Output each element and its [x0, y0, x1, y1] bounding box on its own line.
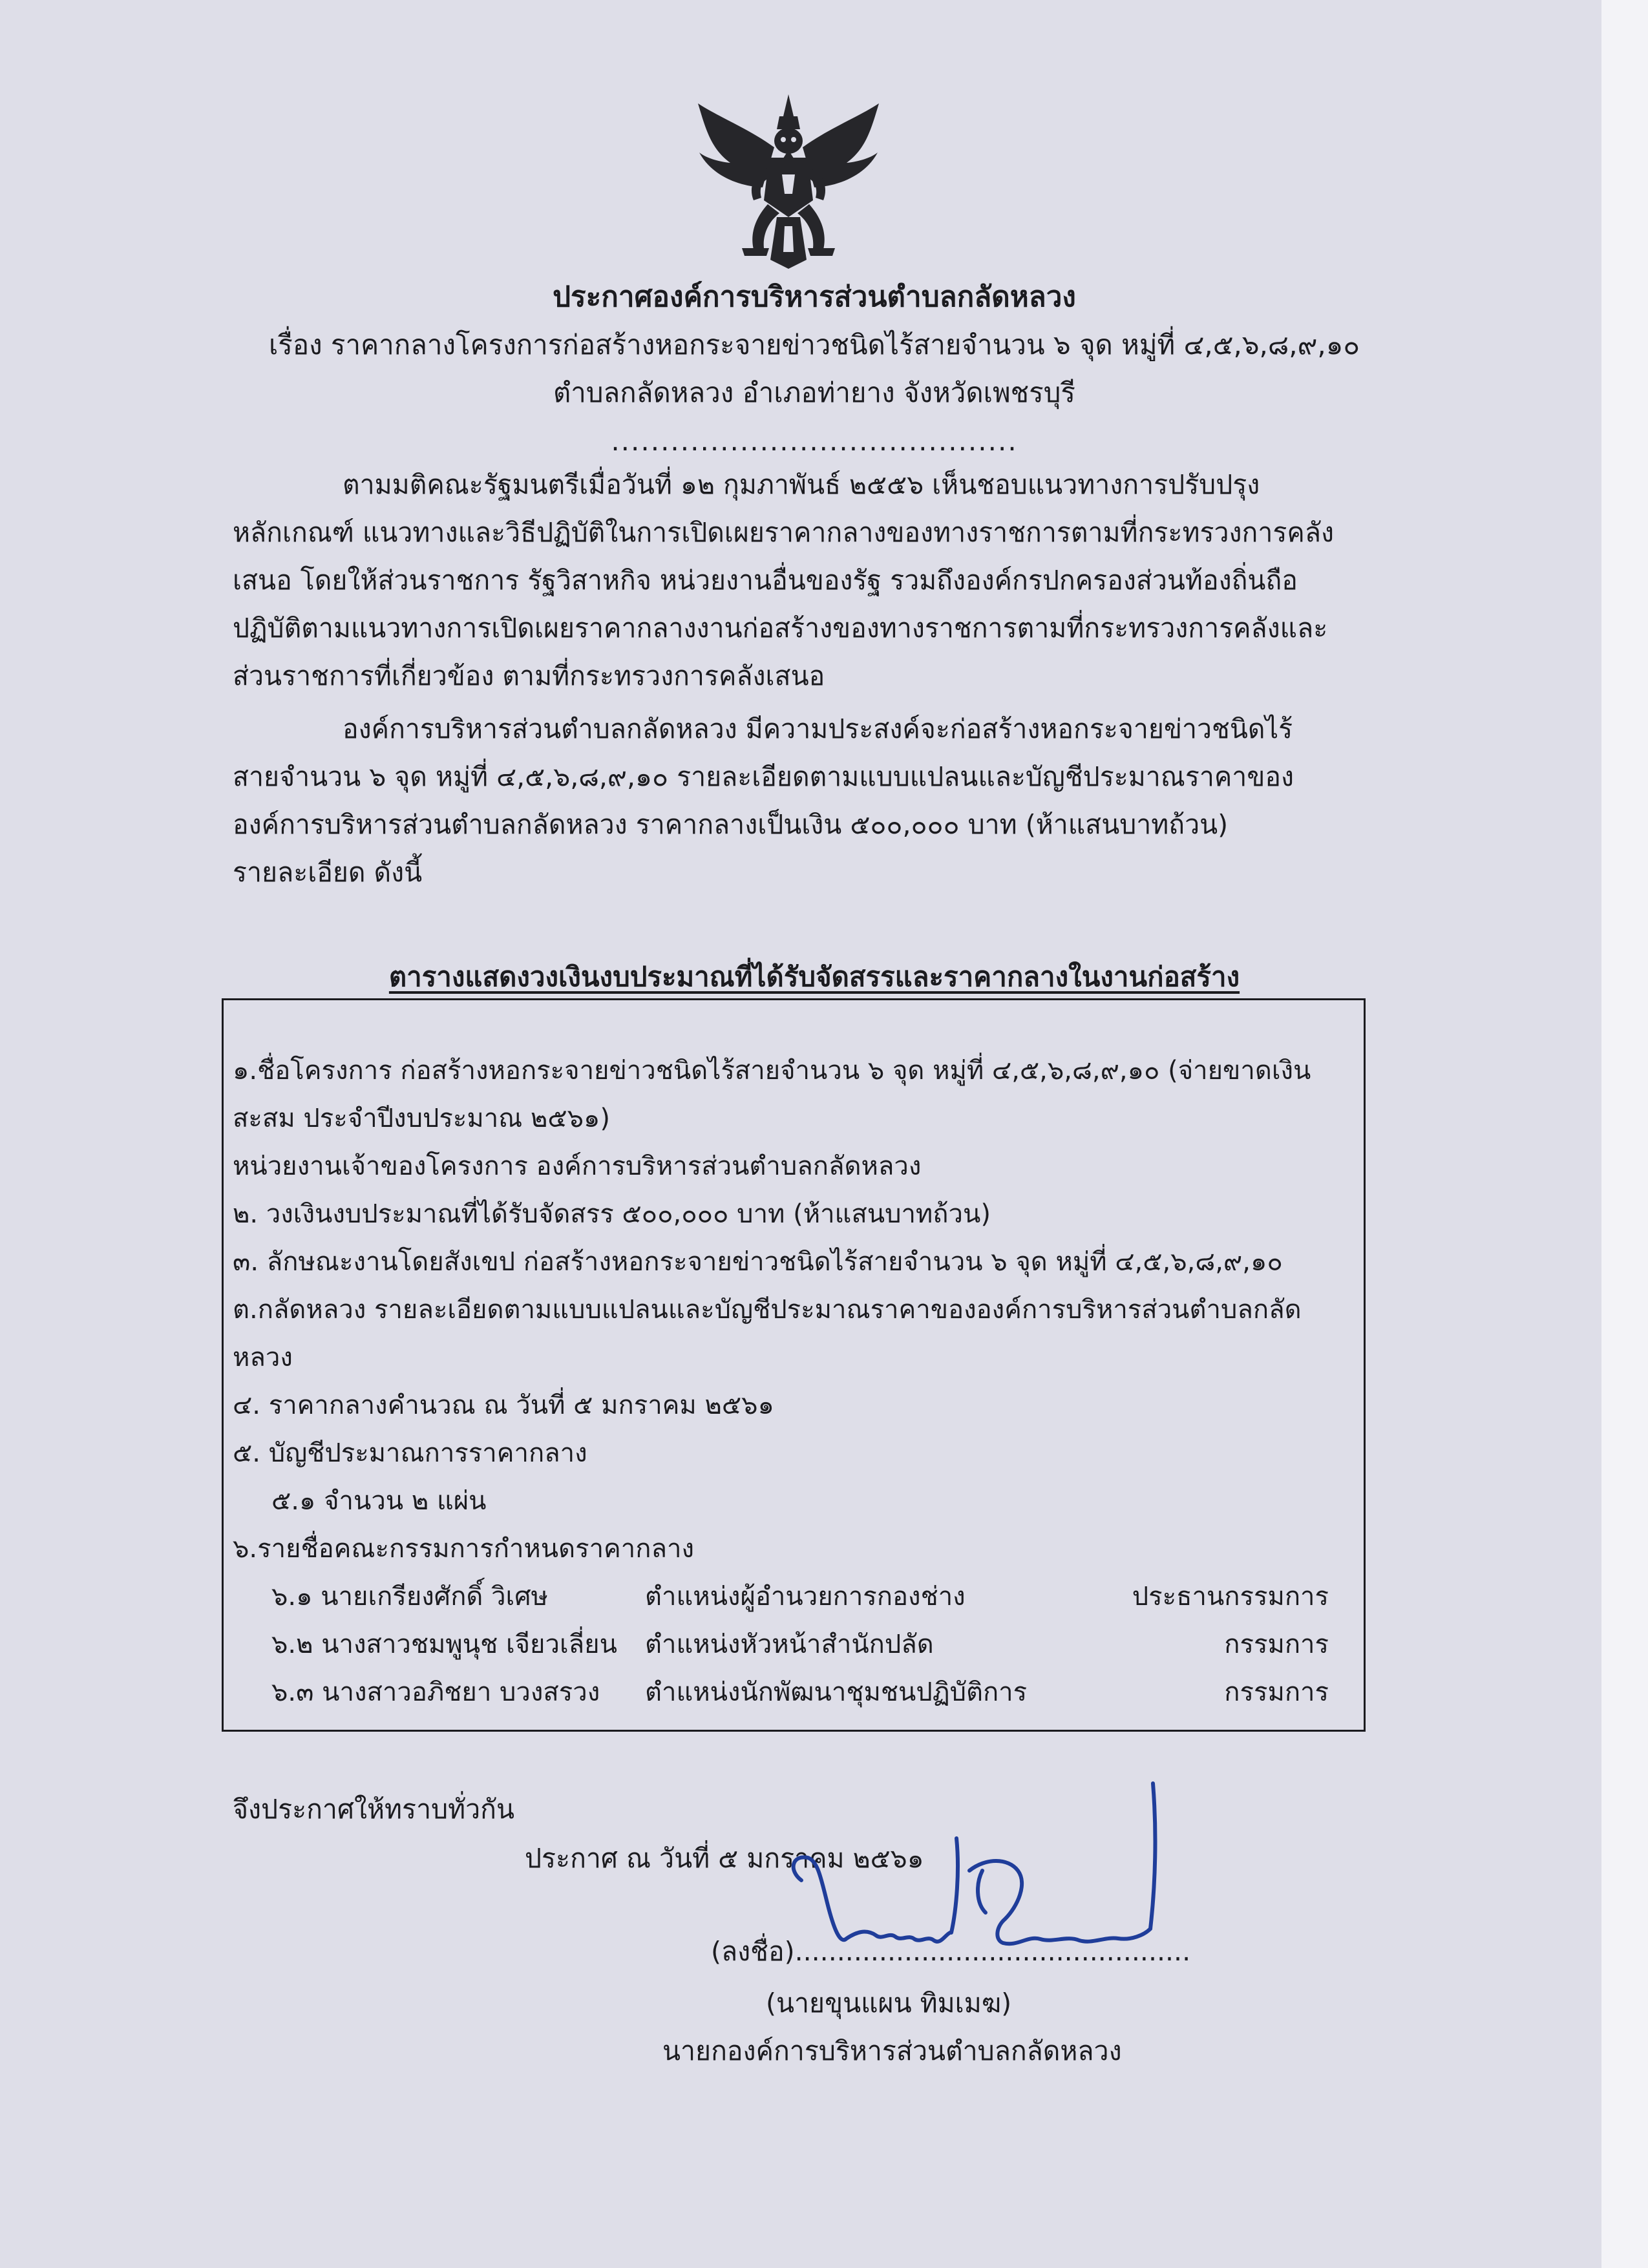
committee-member-role: กรรมการ [1224, 1677, 1329, 1707]
garuda-emblem-icon [692, 90, 885, 271]
work-description: ๓. ลักษณะงานโดยสังเขป ก่อสร้างหอกระจายข่าวชนิดไร้สายจำนวน ๖ จุด หมู่ที่ ๔,๕,๖,๘,๙,๑๐ [233, 1247, 1283, 1277]
project-owner: หน่วยงานเจ้าของโครงการ องค์การบริหารส่วนตำบลกลัดหลวง [233, 1151, 922, 1181]
paragraph1-line: ส่วนราชการที่เกี่ยวข้อง ตามที่กระทรวงการคลังเสนอ [233, 660, 825, 691]
paragraph2-line: องค์การบริหารส่วนตำบลกลัดหลวง ราคากลางเป็นเงิน ๕๐๐,๐๐๐ บาท (ห้าแสนบาทถ้วน) [233, 809, 1229, 840]
signature-label: (ลงชื่อ)............................................... [711, 1936, 1191, 1967]
budget-table-box [222, 998, 1366, 1732]
work-description-cont: ต.กลัดหลวง รายละเอียดตามแบบแปลนและบัญชีประมาณราคาขององค์การบริหารส่วนตำบลกลัด [233, 1295, 1302, 1325]
committee-member-name: ๖.๒ นางสาวชมพูนุช เจียวเลี่ยน [271, 1630, 617, 1659]
announcement-subject-location: ตำบลกลัดหลวง อำเภอท่ายาง จังหวัดเพชรบุรี [553, 377, 1075, 408]
committee-member-name: ๖.๑ นายเกรียงศักดิ์ วิเศษ [271, 1582, 548, 1612]
committee-member-name: ๖.๓ นางสาวอภิชยา บวงสรวง [271, 1677, 600, 1707]
committee-member-role: ประธานกรรมการ [1132, 1582, 1329, 1612]
table-title: ตารางแสดงวงเงินงบประมาณที่ได้รับจัดสรรและราคากลางในงานก่อสร้าง [388, 961, 1240, 992]
committee-member-position: ตำแหน่งนักพัฒนาชุมชนปฏิบัติการ [645, 1677, 1028, 1707]
paragraph2-line: สายจำนวน ๖ จุด หมู่ที่ ๔,๕,๖,๘,๙,๑๐ รายละเอียดตามแบบแปลนและบัญชีประมาณราคาของ [233, 761, 1294, 792]
paragraph1-line: หลักเกณฑ์ แนวทางและวิธีปฏิบัติในการเปิดเผยราคากลางของทางราชการตามที่กระทรวงการคลัง [233, 517, 1334, 548]
project-name: ๑.ชื่อโครงการ ก่อสร้างหอกระจายข่าวชนิดไร้สายจำนวน ๖ จุด หมู่ที่ ๔,๕,๖,๘,๙,๑๐ (จ่ายขาดเงิน [233, 1056, 1311, 1086]
paragraph1-line: ปฏิบัติตามแนวทางการเปิดเผยราคากลางงานก่อสร้างของทางราชการตามที่กระทรวงการคลังและ [233, 613, 1328, 644]
price-estimate-sheets: ๕.๑ จำนวน ๒ แผ่น [271, 1486, 487, 1516]
announcement-title: ประกาศองค์การบริหารส่วนตำบลกลัดหลวง [553, 280, 1076, 313]
work-description-end: หลวง [233, 1343, 293, 1372]
paragraph1-line: ตามมติคณะรัฐมนตรีเมื่อวันที่ ๑๒ กุมภาพันธ์ ๒๕๕๖ เห็นชอบแนวทางการปรับปรุง [343, 469, 1260, 500]
paragraph2-line: รายละเอียด ดังนี้ [233, 857, 423, 888]
budget-amount: ๒. วงเงินงบประมาณที่ได้รับจัดสรร ๕๐๐,๐๐๐ บาท (ห้าแสนบาทถ้วน) [233, 1199, 991, 1229]
committee-member-position: ตำแหน่งผู้อำนวยการกองช่าง [645, 1582, 966, 1612]
committee-member-role: กรรมการ [1224, 1630, 1329, 1659]
signer-name: (นายขุนแผน ทิมเมฆ) [766, 1988, 1012, 2019]
price-calculation-date: ๔. ราคากลางคำนวณ ณ วันที่ ๕ มกราคม ๒๕๖๑ [233, 1391, 774, 1420]
closing-notice: จึงประกาศให้ทราบทั่วกัน [233, 1794, 515, 1825]
scan-edge [1601, 0, 1648, 2268]
handwritten-signature [763, 1774, 1170, 1968]
committee-member-position: ตำแหน่งหัวหน้าสำนักปลัด [645, 1630, 934, 1659]
price-estimate-heading: ๕. บัญชีประมาณการราคากลาง [233, 1438, 587, 1468]
title-separator: ......................................... [611, 425, 1018, 457]
project-name-cont: สะสม ประจำปีงบประมาณ ๒๕๖๑) [233, 1104, 611, 1133]
paragraph2-line: องค์การบริหารส่วนตำบลกลัดหลวง มีความประสงค์จะก่อสร้างหอกระจายข่าวชนิดไร้ [343, 713, 1293, 744]
announcement-date: ประกาศ ณ วันที่ ๕ มกราคม ๒๕๖๑ [525, 1843, 924, 1874]
announcement-subject: เรื่อง ราคากลางโครงการก่อสร้างหอกระจายข่าวชนิดไร้สายจำนวน ๖ จุด หมู่ที่ ๔,๕,๖,๘,๙,๑๐ [268, 329, 1360, 361]
committee-heading: ๖.รายชื่อคณะกรรมการกำหนดราคากลาง [233, 1534, 694, 1564]
signer-position: นายกองค์การบริหารส่วนตำบลกลัดหลวง [662, 2035, 1122, 2066]
paragraph1-line: เสนอ โดยให้ส่วนราชการ รัฐวิสาหกิจ หน่วยงานอื่นของรัฐ รวมถึงองค์กรปกครองส่วนท้องถิ่นถือ [233, 565, 1298, 596]
